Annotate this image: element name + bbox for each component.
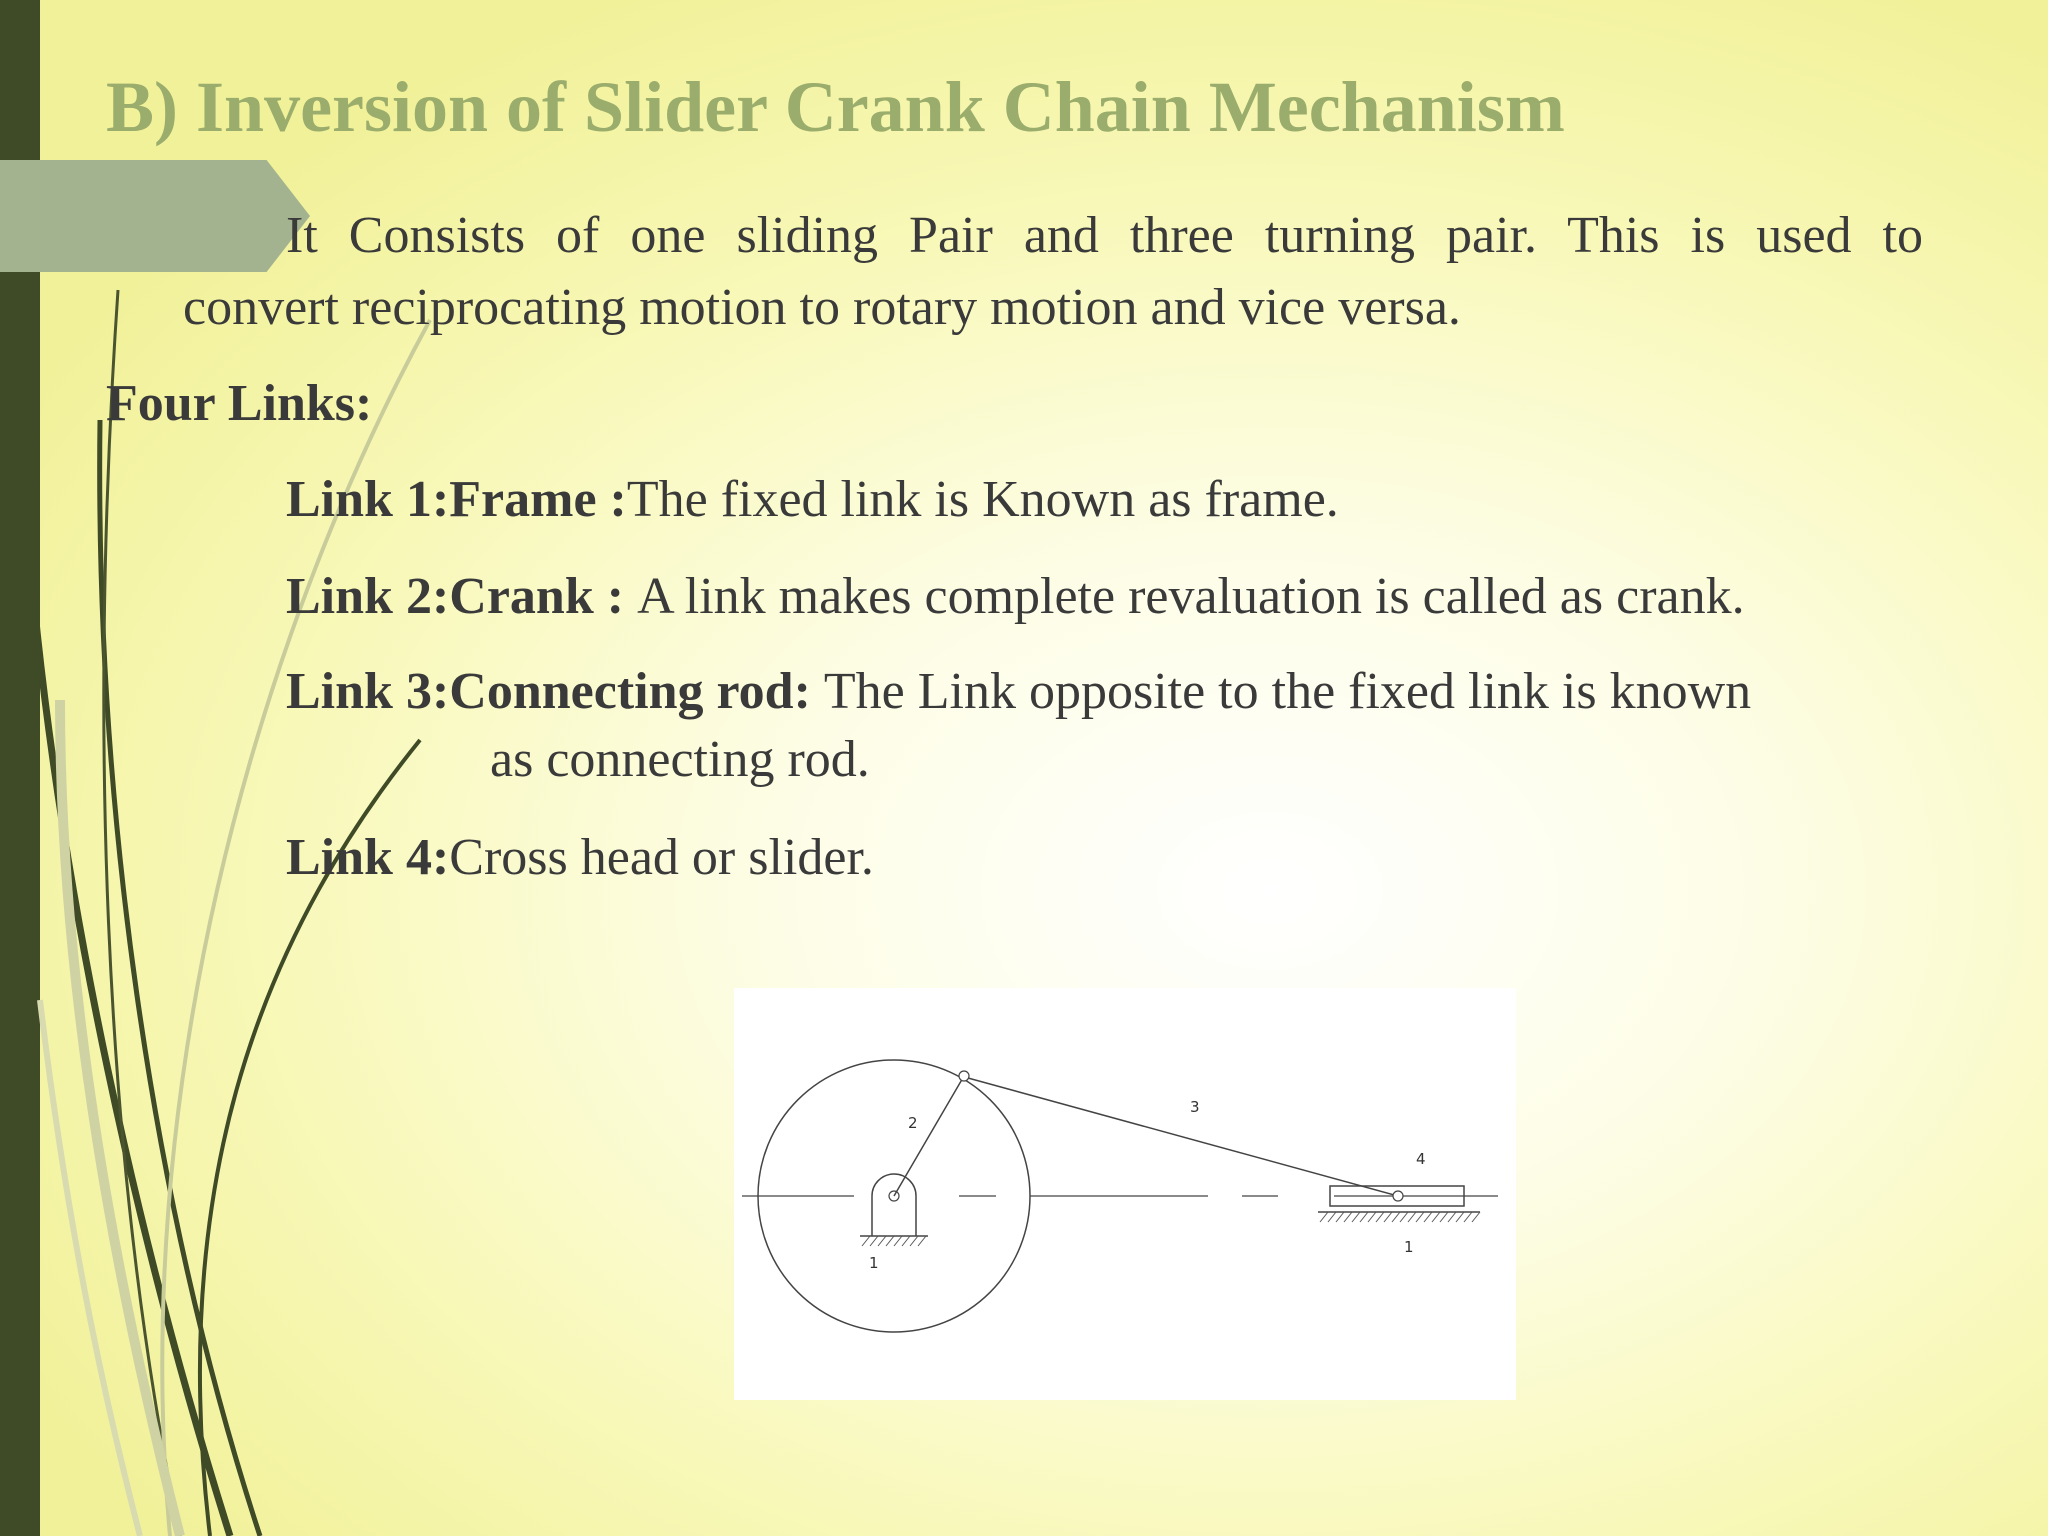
slider-crank-diagram xyxy=(734,988,1516,1400)
link-item-3 xyxy=(286,658,1946,794)
crank-link xyxy=(894,1076,964,1196)
crank-support xyxy=(872,1174,916,1236)
link-3-text-cont: as connecting rod. xyxy=(490,731,870,788)
link-4-label: Link 4: xyxy=(286,829,450,886)
link-1-label: Link 1:Frame : xyxy=(286,471,627,528)
link-3-text: The Link opposite to the fixed link is known xyxy=(823,663,1752,720)
link-2-text: A link makes complete revaluation is called as crank. xyxy=(637,568,1745,625)
label-frame-left: 1 xyxy=(869,1254,879,1272)
link-1-text: The fixed link is Known as frame. xyxy=(626,471,1339,528)
label-slider: 4 xyxy=(1416,1150,1426,1168)
intro-line-1: It Consists of one sliding Pair and three turning pair. This is used to xyxy=(286,207,1923,264)
ground-hatch-left xyxy=(862,1236,926,1246)
link-3-label: Link 3:Connecting rod: xyxy=(286,663,824,720)
link-item-1 xyxy=(286,464,1946,536)
crank-pin xyxy=(959,1071,969,1081)
ground-hatch-right xyxy=(1320,1212,1480,1222)
connecting-rod-line xyxy=(968,1078,1398,1196)
links-heading: Four Links: xyxy=(106,375,373,432)
intro-line-2: convert reciprocating motion to rotary motion and vice versa. xyxy=(183,279,1461,336)
link-4-text: Cross head or slider. xyxy=(449,829,874,886)
slide-title: B) Inversion of Slider Crank Chain Mechanism xyxy=(106,67,1565,147)
label-connecting-rod: 3 xyxy=(1190,1098,1200,1116)
mechanism-drawing xyxy=(734,988,1516,1400)
link-item-2 xyxy=(286,561,1946,633)
label-crank: 2 xyxy=(908,1114,918,1132)
label-frame-right: 1 xyxy=(1404,1238,1414,1256)
link-item-4 xyxy=(286,822,1946,894)
intro-paragraph xyxy=(183,200,1923,344)
link-2-label: Link 2:Crank : xyxy=(286,568,638,625)
